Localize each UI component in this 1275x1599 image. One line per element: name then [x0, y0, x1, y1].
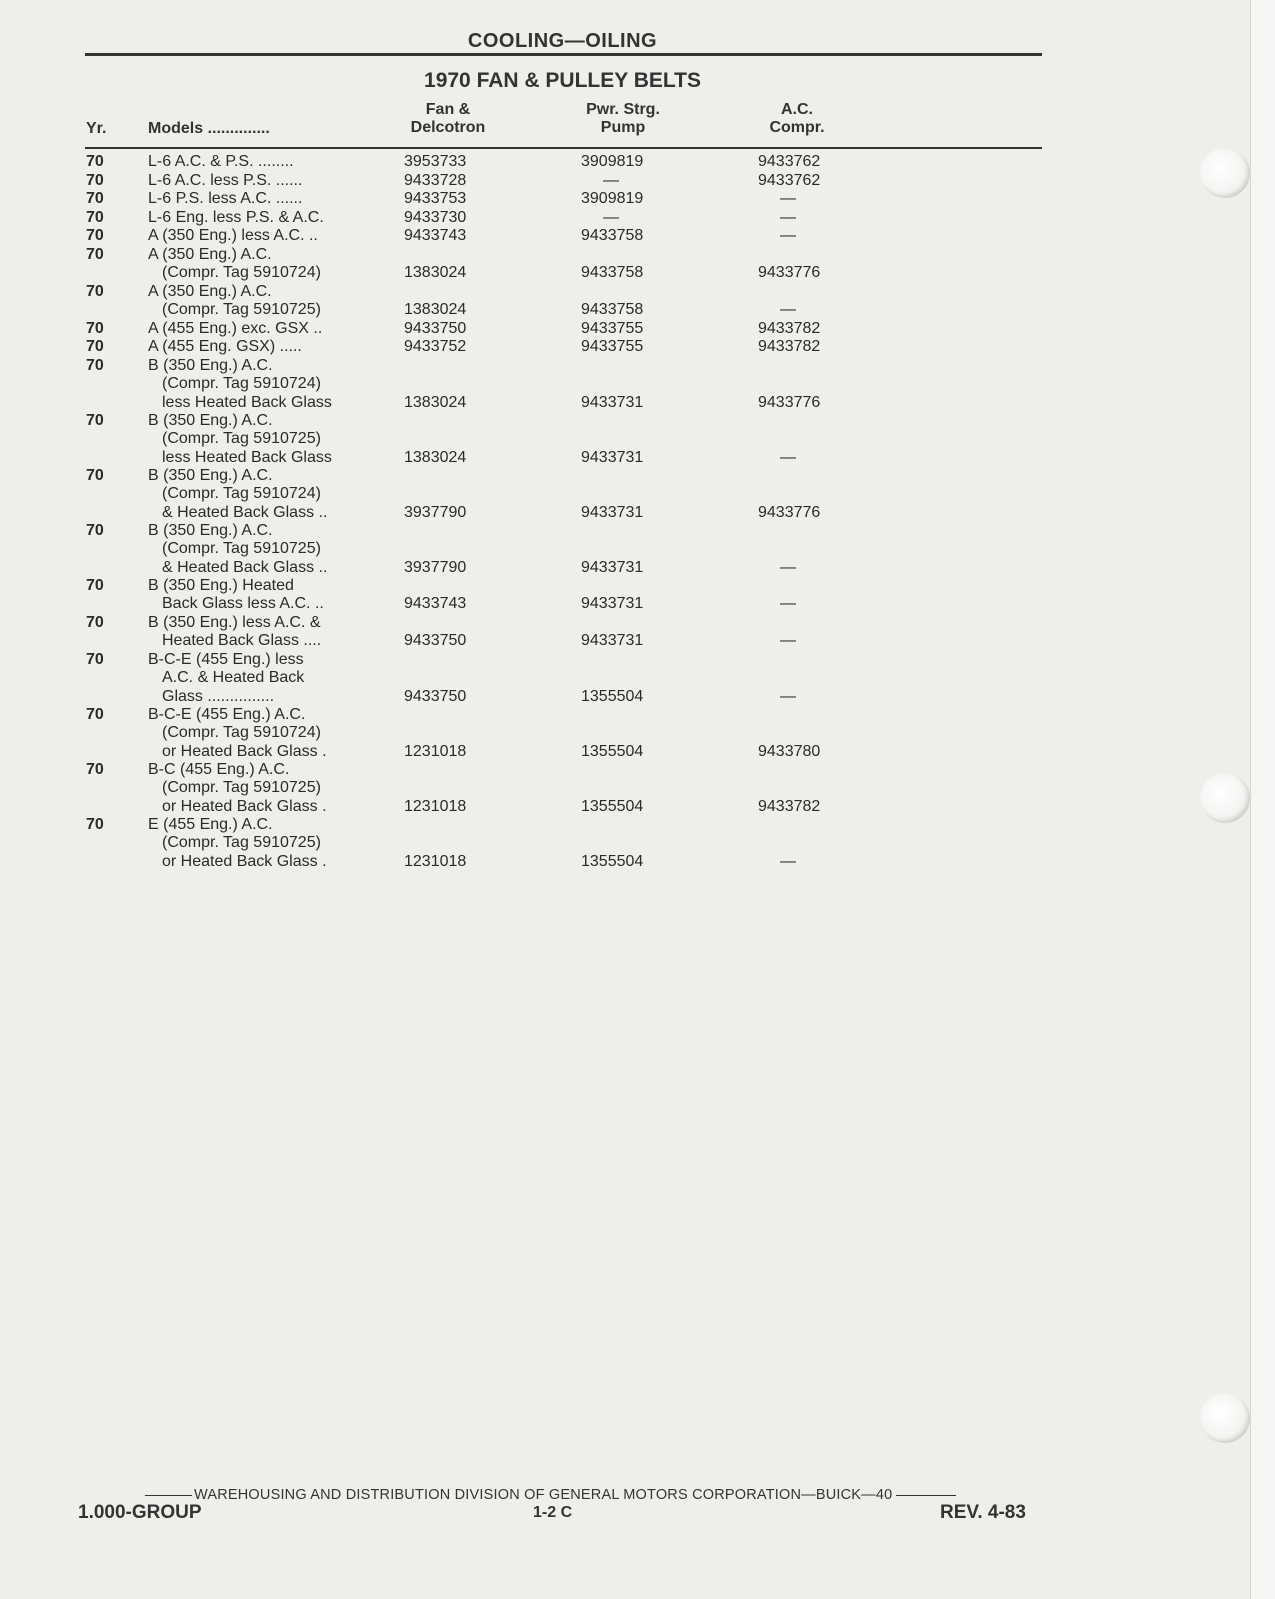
- model-line: B (350 Eng.) A.C.: [148, 356, 273, 374]
- header-fan-line1: Fan &: [425, 101, 471, 118]
- row-year: 70: [86, 319, 104, 337]
- row-model: [148, 614, 363, 651]
- model-line: A (455 Eng. GSX) .....: [148, 338, 302, 355]
- row-year: 70: [86, 760, 104, 778]
- row-year: 70: [86, 705, 104, 723]
- model-line: B-C-E (455 Eng.) less: [148, 650, 304, 668]
- model-line: less Heated Back Glass: [162, 448, 332, 466]
- fan-delcotron-part: 1231018: [404, 852, 467, 870]
- fan-delcotron-part: 1383024: [404, 264, 467, 282]
- row-year: 70: [86, 650, 104, 668]
- header-ac-line2: Compr.: [769, 119, 825, 136]
- power-steering-part: 9433758: [581, 264, 644, 282]
- ac-compressor-part: 9433776: [758, 503, 821, 521]
- row-model: [148, 357, 363, 413]
- model-line: (Compr. Tag 5910724): [162, 724, 321, 742]
- model-line: or Heated Back Glass .: [162, 742, 327, 760]
- row-model: [148, 412, 363, 468]
- model-line: or Heated Back Glass .: [162, 852, 327, 870]
- model-line: A (350 Eng.) A.C.: [148, 282, 272, 300]
- ac-compressor-part: 9433780: [758, 742, 821, 760]
- power-steering-part: 3909819: [581, 190, 644, 207]
- power-steering-part: 9433755: [581, 338, 644, 355]
- ac-compressor-part: 9433776: [758, 393, 821, 411]
- model-line: A (350 Eng.) A.C.: [148, 245, 272, 263]
- row-year: 70: [86, 153, 104, 170]
- model-line: L-6 Eng. less P.S. & A.C.: [148, 208, 324, 226]
- row-model: [148, 816, 363, 872]
- row-model: [148, 209, 363, 228]
- binder-hole-bottom: [1200, 1393, 1250, 1443]
- fan-delcotron-part: 1383024: [404, 393, 467, 411]
- model-line: (Compr. Tag 5910725): [162, 430, 321, 448]
- binder-hole-top: [1200, 148, 1250, 198]
- footer-revision: REV. 4-83: [940, 1502, 1026, 1523]
- footer-page-number: 1-2 C: [533, 1504, 573, 1521]
- binder-hole-middle: [1200, 773, 1250, 823]
- model-line: B (350 Eng.) less A.C. &: [148, 613, 321, 631]
- row-year: 70: [86, 227, 104, 244]
- row-year: 70: [86, 245, 104, 263]
- header-ac-compressor: [737, 101, 857, 137]
- power-steering-part: 1355504: [581, 742, 644, 760]
- row-model: [148, 320, 363, 339]
- model-line: A.C. & Heated Back: [162, 669, 305, 687]
- model-line: B (350 Eng.) A.C.: [148, 521, 273, 539]
- table-title: 1970 FAN & PULLEY BELTS: [424, 69, 701, 92]
- power-steering-part: 9433731: [581, 558, 644, 576]
- power-steering-part: 1355504: [581, 852, 644, 870]
- header-fan-delcotron: [388, 101, 508, 137]
- ac-compressor-part: —: [780, 208, 796, 226]
- model-line: or Heated Back Glass .: [162, 797, 327, 815]
- model-line: L-6 A.C. less P.S. ......: [148, 171, 303, 189]
- row-model: [148, 227, 363, 246]
- power-steering-part: 9433758: [581, 301, 644, 319]
- model-line: (Compr. Tag 5910724): [162, 264, 321, 282]
- fan-delcotron-part: 3937790: [404, 503, 467, 521]
- model-line: A (350 Eng.) less A.C. ..: [148, 227, 318, 244]
- power-steering-part: 1355504: [581, 797, 644, 815]
- header-ac-line1: A.C.: [781, 101, 813, 118]
- ac-compressor-part: —: [780, 190, 796, 207]
- row-year: 70: [86, 521, 104, 539]
- row-model: [148, 190, 363, 209]
- power-steering-part: 9433731: [581, 393, 644, 411]
- power-steering-part: 9433758: [581, 227, 644, 244]
- model-line: E (455 Eng.) A.C.: [148, 815, 273, 833]
- row-model: [148, 706, 363, 762]
- model-line: (Compr. Tag 5910725): [162, 301, 321, 319]
- model-line: & Heated Back Glass ..: [162, 503, 328, 521]
- model-line: (Compr. Tag 5910725): [162, 540, 321, 558]
- model-line: L-6 P.S. less A.C. ......: [148, 190, 303, 207]
- power-steering-part: 3909819: [581, 153, 644, 170]
- model-line: (Compr. Tag 5910724): [162, 485, 321, 503]
- row-model: [148, 651, 363, 707]
- fan-delcotron-part: 3953733: [404, 153, 467, 170]
- header-pwr-line2: Pump: [600, 119, 646, 136]
- page-edge: [1250, 0, 1275, 1599]
- model-line: B (350 Eng.) A.C.: [148, 411, 273, 429]
- model-line: less Heated Back Glass: [162, 393, 332, 411]
- row-model: [148, 338, 363, 357]
- ac-compressor-part: —: [780, 852, 796, 870]
- row-model: [148, 467, 363, 523]
- ac-compressor-part: 9433782: [758, 319, 821, 337]
- fan-delcotron-part: 9433750: [404, 687, 467, 705]
- fan-delcotron-part: 9433743: [404, 227, 467, 244]
- power-steering-part: 1355504: [581, 687, 644, 705]
- ac-compressor-part: 9433782: [758, 338, 821, 355]
- model-line: Glass ...............: [162, 687, 275, 705]
- row-year: 70: [86, 466, 104, 484]
- fan-delcotron-part: 1383024: [404, 301, 467, 319]
- model-line: B-C-E (455 Eng.) A.C.: [148, 705, 306, 723]
- ac-compressor-part: —: [780, 595, 796, 613]
- fan-delcotron-part: 1231018: [404, 797, 467, 815]
- header-power-steering-pump: [563, 101, 683, 137]
- ac-compressor-part: 9433782: [758, 797, 821, 815]
- power-steering-part: 9433755: [581, 319, 644, 337]
- header-pwr-line1: Pwr. Strg.: [586, 101, 660, 118]
- ac-compressor-part: 9433762: [758, 153, 821, 170]
- row-year: 70: [86, 338, 104, 355]
- power-steering-part: 9433731: [581, 503, 644, 521]
- footer-group: 1.000-GROUP: [78, 1502, 202, 1523]
- row-year: 70: [86, 171, 104, 189]
- fan-delcotron-part: 9433730: [404, 208, 467, 226]
- model-line: B (350 Eng.) A.C.: [148, 466, 273, 484]
- row-year: 70: [86, 815, 104, 833]
- row-year: 70: [86, 576, 104, 594]
- fan-delcotron-part: 9433743: [404, 595, 467, 613]
- power-steering-part: —: [603, 208, 619, 226]
- row-year: 70: [86, 411, 104, 429]
- power-steering-part: —: [603, 171, 619, 189]
- ac-compressor-part: —: [780, 227, 796, 244]
- header-models: Models ..............: [148, 120, 270, 137]
- ac-compressor-part: —: [780, 687, 796, 705]
- row-model: [148, 246, 363, 283]
- fan-delcotron-part: 1231018: [404, 742, 467, 760]
- header-rule: [85, 147, 1042, 149]
- model-line: B-C (455 Eng.) A.C.: [148, 760, 290, 778]
- row-model: [148, 577, 363, 614]
- ac-compressor-part: —: [780, 632, 796, 650]
- header-fan-line2: Delcotron: [410, 119, 486, 136]
- power-steering-part: 9433731: [581, 595, 644, 613]
- ac-compressor-part: —: [780, 301, 796, 319]
- row-model: [148, 172, 363, 191]
- fan-delcotron-part: 9433728: [404, 171, 467, 189]
- header-yr: Yr.: [86, 120, 107, 137]
- model-line: Heated Back Glass ....: [162, 632, 322, 650]
- footer-division: WAREHOUSING AND DISTRIBUTION DIVISION OF GENERAL MOTORS CORPORATION—BUICK—40: [194, 1487, 893, 1503]
- row-year: 70: [86, 613, 104, 631]
- row-model: [148, 522, 363, 578]
- fan-delcotron-part: 1383024: [404, 448, 467, 466]
- fan-delcotron-part: 3937790: [404, 558, 467, 576]
- model-line: (Compr. Tag 5910725): [162, 834, 321, 852]
- fan-delcotron-part: 9433752: [404, 338, 467, 355]
- power-steering-part: 9433731: [581, 448, 644, 466]
- model-line: (Compr. Tag 5910725): [162, 779, 321, 797]
- model-line: Back Glass less A.C. ..: [162, 595, 324, 613]
- power-steering-part: 9433731: [581, 632, 644, 650]
- footer-text: [145, 1487, 956, 1503]
- row-year: 70: [86, 190, 104, 207]
- fan-delcotron-part: 9433753: [404, 190, 467, 207]
- ac-compressor-part: —: [780, 448, 796, 466]
- model-line: A (455 Eng.) exc. GSX ..: [148, 319, 323, 337]
- section-title: COOLING—OILING: [467, 30, 658, 52]
- row-year: 70: [86, 208, 104, 226]
- row-model: [148, 761, 363, 817]
- model-line: L-6 A.C. & P.S. ........: [148, 153, 294, 170]
- ac-compressor-part: —: [780, 558, 796, 576]
- model-line: (Compr. Tag 5910724): [162, 375, 321, 393]
- fan-delcotron-part: 9433750: [404, 319, 467, 337]
- row-model: [148, 283, 363, 320]
- title-rule: [85, 53, 1042, 56]
- row-model: [148, 153, 363, 172]
- ac-compressor-part: 9433776: [758, 264, 821, 282]
- fan-delcotron-part: 9433750: [404, 632, 467, 650]
- model-line: & Heated Back Glass ..: [162, 558, 328, 576]
- model-line: B (350 Eng.) Heated: [148, 576, 294, 594]
- row-year: 70: [86, 282, 104, 300]
- row-year: 70: [86, 356, 104, 374]
- ac-compressor-part: 9433762: [758, 171, 821, 189]
